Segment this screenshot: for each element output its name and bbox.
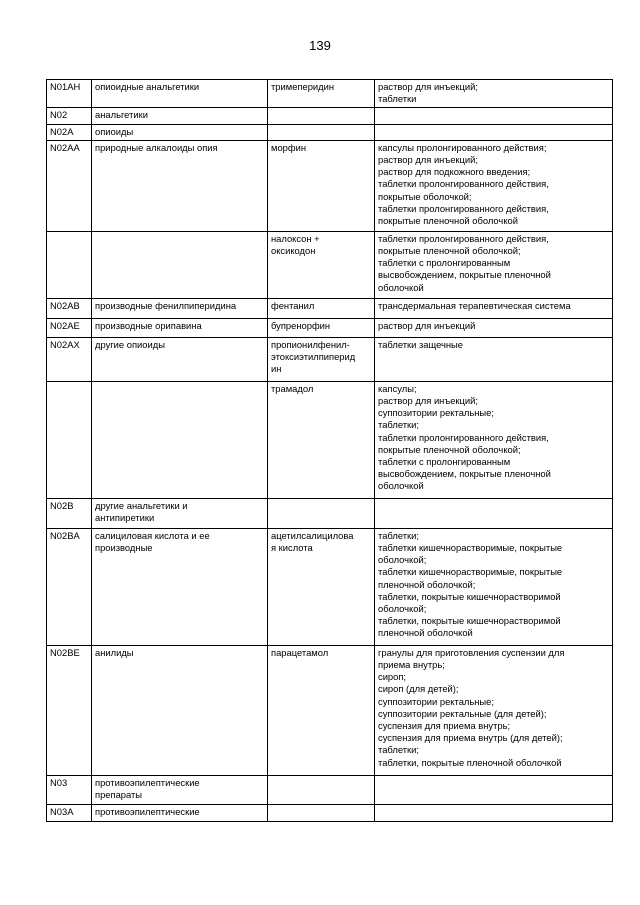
cell-line: суппозитории ректальные; [378, 695, 494, 707]
dosage-forms-cell [375, 645, 613, 775]
cell-line: производные орипавина [95, 319, 202, 331]
cell-line: анальгетики [95, 109, 148, 121]
cell-line: капсулы; [378, 382, 417, 394]
cell-line: морфин [271, 141, 307, 153]
anatomic-group-cell [92, 298, 268, 318]
dosage-forms-cell [375, 140, 613, 231]
cell-line: оболочкой [378, 480, 424, 492]
cell-line: сироп (для детей); [378, 683, 459, 695]
cell-line: таблетки с пролонгированным [378, 456, 511, 468]
cell-line: салициловая кислота и ее [95, 529, 210, 541]
table-row [47, 80, 613, 108]
atc-code-cell: N03A [47, 804, 92, 821]
table-row [47, 124, 613, 140]
cell-line: гранулы для приготовления суспензии для [378, 646, 565, 658]
cell-line: оболочкой; [378, 603, 427, 615]
cell-line: пропионилфенил- [271, 338, 350, 350]
dosage-forms-cell [375, 775, 613, 804]
cell-line: суспензия для приема внутрь (для детей); [378, 732, 563, 744]
cell-line: таблетки, покрытые кишечнорастворимой [378, 590, 561, 602]
dosage-forms-cell [375, 298, 613, 318]
table-row [47, 645, 613, 775]
atc-code-cell: N03 [47, 775, 92, 804]
drug-name-cell [268, 645, 375, 775]
atc-code-cell: N02B [47, 498, 92, 528]
atc-code-cell [47, 231, 92, 298]
cell-line: этоксиэтилпиперид [271, 351, 356, 363]
atc-code-cell: N02 [47, 108, 92, 124]
cell-line: высвобождением, покрытые пленочной [378, 269, 551, 281]
cell-line: суппозитории ректальные; [378, 407, 494, 419]
anatomic-group-cell [92, 108, 268, 124]
atc-code-cell: N02AA [47, 140, 92, 231]
anatomic-group-cell [92, 528, 268, 645]
cell-line: ин [271, 363, 282, 375]
anatomic-group-cell [92, 124, 268, 140]
cell-line: природные алкалоиды опия [95, 141, 218, 153]
cell-line: таблетки; [378, 744, 419, 756]
anatomic-group-cell [92, 231, 268, 298]
cell-line: капсулы пролонгированного действия; [378, 141, 547, 153]
cell-line: ацетилсалицилова [271, 529, 354, 541]
cell-line: покрытые пленочной оболочкой [378, 215, 518, 227]
anatomic-group-cell [92, 381, 268, 498]
drug-name-cell [268, 231, 375, 298]
cell-line: оболочкой; [378, 554, 427, 566]
drug-name-cell [268, 528, 375, 645]
cell-line: препараты [95, 789, 143, 801]
cell-line: опиоиды [95, 125, 134, 137]
cell-line: таблетки пролонгированного действия, [378, 178, 549, 190]
cell-line: таблетки защечные [378, 338, 463, 350]
cell-line: антипиретики [95, 512, 155, 524]
cell-line: таблетки; [378, 419, 419, 431]
drug-name-cell [268, 108, 375, 124]
cell-line: парацетамол [271, 646, 329, 658]
page-number: 139 [309, 38, 331, 53]
atc-code-cell: N02AE [47, 318, 92, 337]
cell-line: таблетки, покрытые кишечнорастворимой [378, 615, 561, 627]
atc-code-cell: N02BE [47, 645, 92, 775]
cell-line: таблетки пролонгированного действия, [378, 202, 549, 214]
cell-line: покрытые пленочной оболочкой; [378, 443, 521, 455]
cell-line: таблетки, покрытые пленочной оболочкой [378, 756, 562, 768]
cell-line: покрытые пленочной оболочкой; [378, 245, 521, 257]
atc-code-cell: N02AX [47, 337, 92, 381]
anatomic-group-cell [92, 804, 268, 821]
dosage-forms-cell [375, 804, 613, 821]
cell-line: пленочной оболочкой [378, 627, 473, 639]
cell-line: раствор для инъекций; [378, 154, 478, 166]
cell-line: таблетки; [378, 529, 419, 541]
cell-line: высвобождением, покрытые пленочной [378, 468, 551, 480]
drug-name-cell [268, 318, 375, 337]
cell-line: таблетки кишечнорастворимые, покрытые [378, 566, 563, 578]
table-row [47, 528, 613, 645]
cell-line: таблетки кишечнорастворимые, покрытые [378, 542, 563, 554]
cell-line: я кислота [271, 542, 313, 554]
cell-line: опиоидные анальгетики [95, 81, 200, 92]
cell-line: таблетки пролонгированного действия, [378, 232, 549, 244]
dosage-forms-cell [375, 528, 613, 645]
table-row [47, 337, 613, 381]
dosage-forms-cell [375, 231, 613, 298]
cell-line: суппозитории ректальные (для детей); [378, 707, 547, 719]
dosage-forms-cell [375, 108, 613, 124]
drug-table [46, 79, 613, 822]
cell-line: раствор для инъекций [378, 319, 476, 331]
table-row [47, 775, 613, 804]
cell-line: раствор для подкожного введения; [378, 166, 531, 178]
cell-line: таблетки пролонгированного действия, [378, 431, 549, 443]
table-row [47, 804, 613, 821]
cell-line: тримеперидин [271, 81, 335, 92]
table-row [47, 318, 613, 337]
cell-line: приема внутрь; [378, 659, 445, 671]
atc-code-cell: N02AB [47, 298, 92, 318]
drug-name-cell [268, 804, 375, 821]
cell-line: пленочной оболочкой; [378, 578, 476, 590]
atc-code-cell: N02A [47, 124, 92, 140]
drug-name-cell [268, 337, 375, 381]
table-body [47, 80, 613, 822]
anatomic-group-cell [92, 140, 268, 231]
table-row [47, 140, 613, 231]
cell-line: противоэпилептические [95, 805, 200, 817]
dosage-forms-cell [375, 381, 613, 498]
dosage-forms-cell [375, 337, 613, 381]
drug-name-cell [268, 498, 375, 528]
cell-line: фентанил [271, 299, 315, 311]
cell-line: оболочкой [378, 281, 424, 293]
atc-code-cell: N01AH [47, 80, 92, 108]
anatomic-group-cell [92, 318, 268, 337]
table-row [47, 298, 613, 318]
drug-name-cell [268, 381, 375, 498]
cell-line: оксикодон [271, 245, 316, 257]
cell-line: раствор для инъекций; [378, 395, 478, 407]
cell-line: раствор для инъекций; [378, 81, 478, 92]
cell-line: производные [95, 542, 153, 554]
cell-line: таблетки с пролонгированным [378, 257, 511, 269]
dosage-forms-cell [375, 80, 613, 108]
anatomic-group-cell [92, 498, 268, 528]
cell-line: противоэпилептические [95, 776, 200, 788]
cell-line: сироп; [378, 671, 407, 683]
table-row [47, 498, 613, 528]
drug-name-cell [268, 298, 375, 318]
drug-name-cell [268, 775, 375, 804]
drug-name-cell [268, 124, 375, 140]
atc-code-cell: N02BA [47, 528, 92, 645]
cell-line: производные фенилпиперидина [95, 299, 237, 311]
table-row [47, 231, 613, 298]
drug-name-cell [268, 80, 375, 108]
cell-line: налоксон + [271, 232, 320, 244]
cell-line: другие анальгетики и [95, 499, 188, 511]
atc-code-cell [47, 381, 92, 498]
dosage-forms-cell [375, 318, 613, 337]
dosage-forms-cell [375, 124, 613, 140]
cell-line: таблетки [378, 93, 417, 105]
table-row [47, 381, 613, 498]
anatomic-group-cell [92, 775, 268, 804]
anatomic-group-cell [92, 645, 268, 775]
anatomic-group-cell [92, 337, 268, 381]
table-row [47, 108, 613, 124]
cell-line: трансдермальная терапевтическая система [378, 299, 571, 311]
cell-line: анилиды [95, 646, 134, 658]
drug-name-cell [268, 140, 375, 231]
cell-line: покрытые оболочкой; [378, 190, 472, 202]
dosage-forms-cell [375, 498, 613, 528]
cell-line: суспензия для приема внутрь; [378, 720, 511, 732]
cell-line: бупренорфин [271, 319, 331, 331]
cell-line: другие опиоиды [95, 338, 165, 350]
cell-line: трамадол [271, 382, 314, 394]
anatomic-group-cell [92, 80, 268, 108]
